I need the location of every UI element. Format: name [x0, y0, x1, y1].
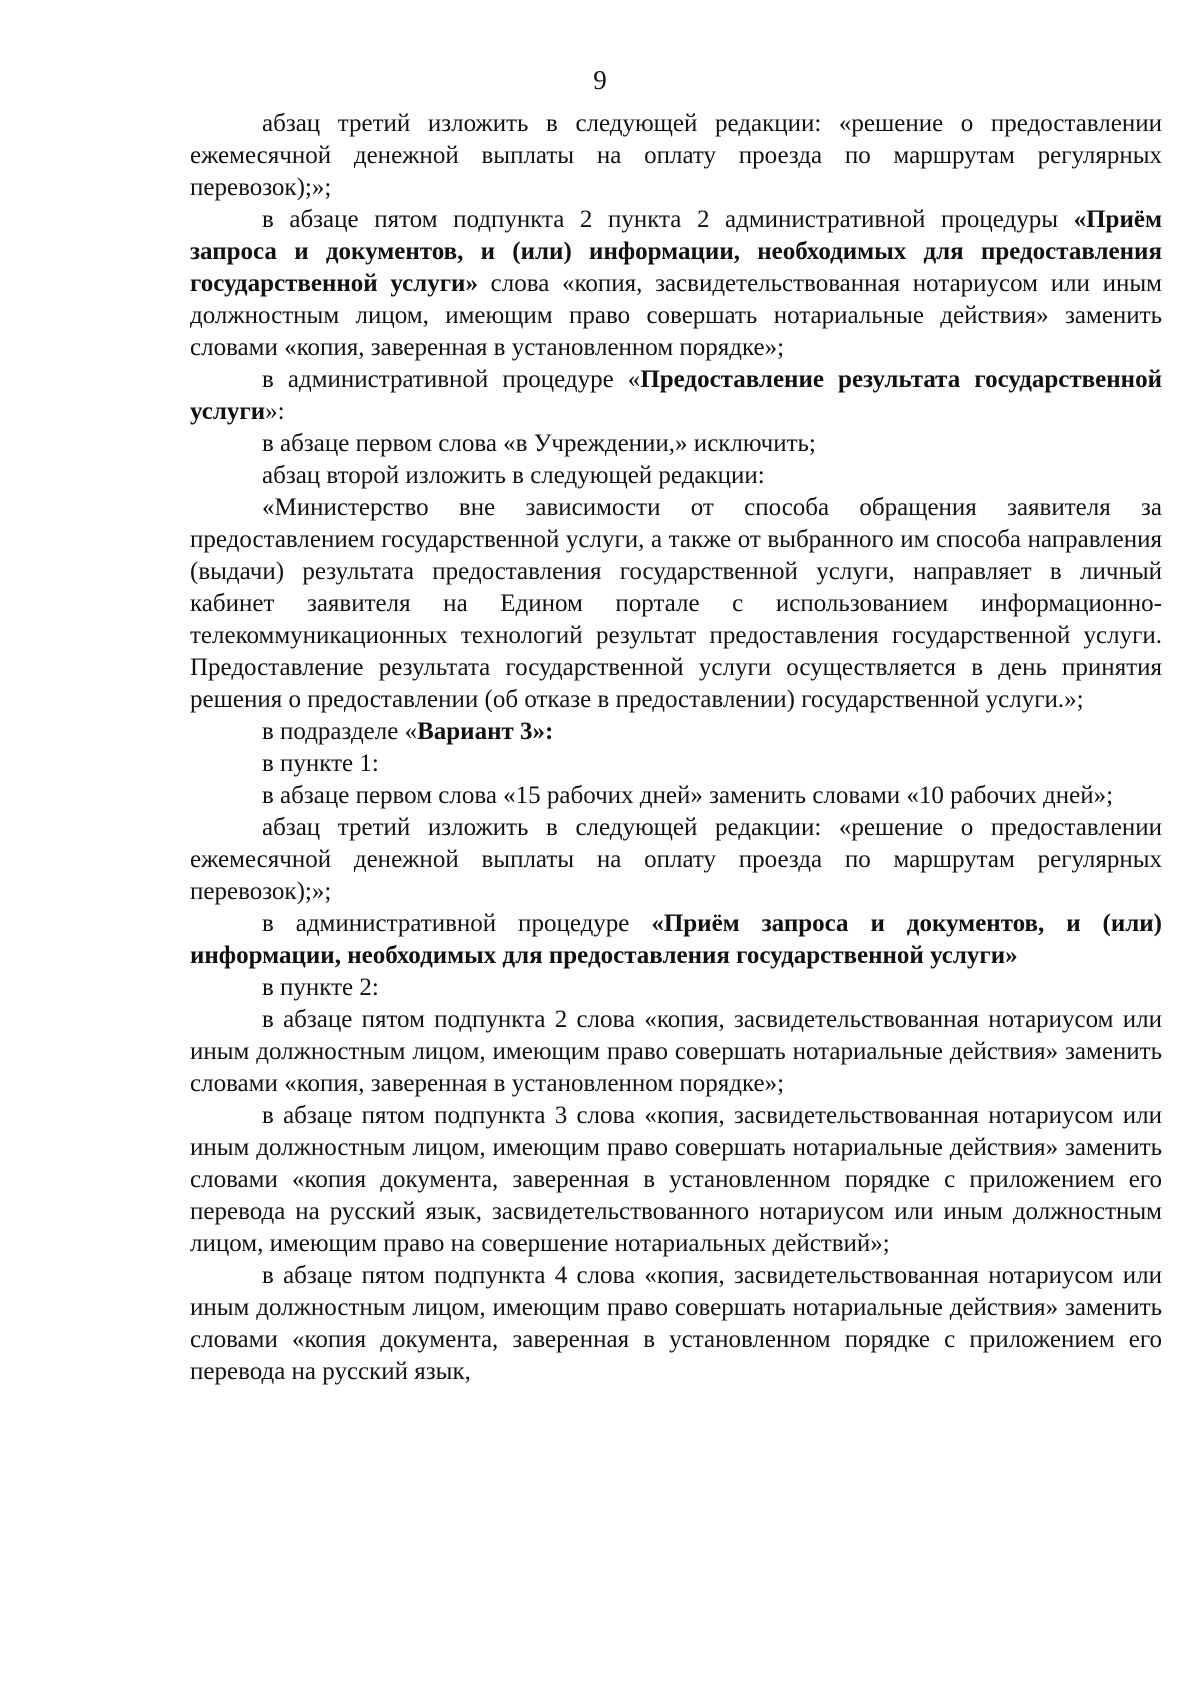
procedure-name-bold: «Приём запроса и документов, и (или) информации, необходимых для предоставления государственной услуги»: [190, 206, 1162, 297]
paragraph-2: [190, 204, 1162, 364]
paragraph-3: [190, 364, 1162, 428]
paragraph-14: [190, 1100, 1162, 1260]
paragraph-text: в административной процедуре «: [262, 366, 641, 393]
paragraph-text: абзац третий изложить в следующей редакции: «решение о предоставлении ежемесячной денежной выплаты на оплату проезда по маршрутам регулярных перевозок);»;: [190, 110, 1162, 201]
paragraph-text: абзац третий изложить в следующей редакции: «решение о предоставлении ежемесячной денежной выплаты на оплату проезда по маршрутам регулярных перевозок);»;: [190, 814, 1162, 905]
subsection-name-bold: Вариант 3»:: [417, 718, 554, 745]
paragraph-text: в абзаце первом слова «в Учреждении,» исключить;: [262, 430, 816, 457]
paragraph-9: [190, 780, 1162, 812]
paragraph-text: в абзаце первом слова «15 рабочих дней» заменить словами «10 рабочих дней»;: [262, 782, 1114, 809]
paragraph-7: [190, 716, 1162, 748]
paragraph-text: в пункте 2:: [262, 974, 379, 1001]
paragraph-text: «Министерство вне зависимости от способа обращения заявителя за предоставлением государственной услуги, а также от выбранного им способа направления (выдачи) результата предоставления государственной услуги, направляет в личный кабинет заявителя на Едином портале с использованием информационно-телекоммуникационных технологий результат предоставления государственной услуги. Предоставление результата государственной услуги осуществляется в день принятия решения о предоставлении (об отказе в предоставлении) государственной услуги.»;: [190, 494, 1162, 713]
paragraph-10: [190, 812, 1162, 908]
paragraph-12: [190, 972, 1162, 1004]
paragraph-1: [190, 108, 1162, 204]
paragraph-text: »:: [265, 398, 285, 425]
page-number: 9: [593, 65, 607, 95]
paragraph-text: в абзаце пятом подпункта 2 пункта 2 административной процедуры: [262, 206, 1074, 233]
document-body: [190, 108, 1162, 1388]
paragraph-8: [190, 748, 1162, 780]
paragraph-text: в абзаце пятом подпункта 4 слова «копия, засвидетельствованная нотариусом или иным должностным лицом, имеющим право совершать нотариальные действия» заменить словами «копия документа, заверенная в установленном порядке с приложением его перевода на русский язык,: [190, 1262, 1162, 1385]
paragraph-text: в административной процедуре: [262, 910, 652, 937]
paragraph-text: в абзаце пятом подпункта 3 слова «копия, засвидетельствованная нотариусом или иным должностным лицом, имеющим право совершать нотариальные действия» заменить словами «копия документа, заверенная в установленном порядке с приложением его перевода на русский язык, засвидетельствованного нотариусом или иным должностным лицом, имеющим право на совершение нотариальных действий»;: [190, 1102, 1162, 1257]
paragraph-text: в пункте 1:: [262, 750, 379, 777]
paragraph-text: в абзаце пятом подпункта 2 слова «копия, засвидетельствованная нотариусом или иным должностным лицом, имеющим право совершать нотариальные действия» заменить словами «копия, заверенная в установленном порядке»;: [190, 1006, 1162, 1097]
paragraph-text: слова «копия, засвидетельствованная нотариусом или иным должностным лицом, имеющим право совершать нотариальные действия» заменить словами «копия, заверенная в установленном порядке»;: [190, 270, 1162, 361]
paragraph-5: [190, 460, 1162, 492]
paragraph-11: [190, 908, 1162, 972]
procedure-name-bold: «Приём запроса и документов, и (или) информации, необходимых для предоставления государственной услуги»: [190, 910, 1163, 969]
paragraph-text: абзац второй изложить в следующей редакции:: [262, 462, 765, 489]
procedure-name-bold: Предоставление результата государственной услуги: [190, 366, 1162, 425]
paragraph-text: в подразделе «: [262, 718, 418, 745]
paragraph-4: [190, 428, 1162, 460]
paragraph-15: [190, 1260, 1162, 1388]
paragraph-6: [190, 492, 1162, 716]
paragraph-13: [190, 1004, 1162, 1100]
